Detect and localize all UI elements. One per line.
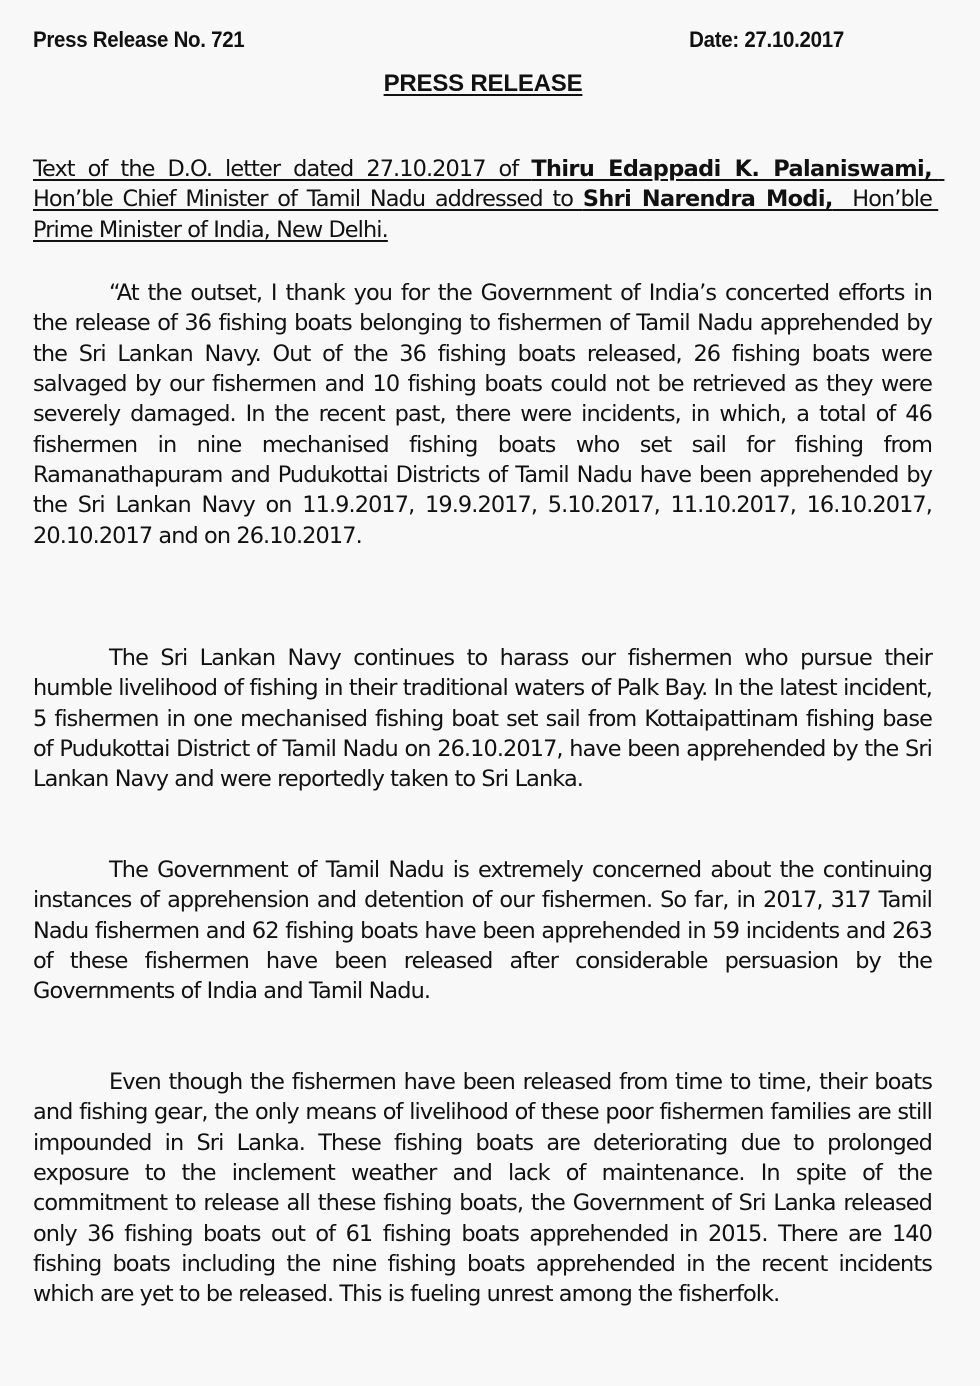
intro-text-3: Hon’ble Prime Minister of India, New Delhi.	[33, 186, 939, 243]
body-paragraph: The Sri Lankan Navy continues to harass our fishermen who pursue their humble livelihood of fishing in their traditional waters of Palk Bay. In the latest incident, 5 fishermen in one mechanised fishing boat set sail from Kottaipattinam fishing base of Pudukottai District of Tamil Nadu on 26.10.2017, have been apprehended by the Sri Lankan Navy and were reportedly taken to Sri Lanka.	[33, 645, 932, 793]
page-title	[0, 70, 966, 98]
body-paragraph: Even though the fishermen have been released from time to time, their boats and fishing gear, the only means of livelihood of these poor fishermen families are still impounded in Sri Lanka. These fishing boats are deteriorating due to prolonged exposure to the inclement weather and lack of maintenance. In spite of the commitment to release all these fishing boats, the Government of Sri Lanka released only 36 fishing boats out of 61 fishing boats apprehended in 2015. There are 140 fishing boats including the nine fishing boats apprehended in the recent incidents which are yet to be released. This is fueling unrest among the fisherfolk.	[33, 1069, 932, 1308]
body-paragraph: “At the outset, I thank you for the Government of India’s concerted efforts in the release of 36 fishing boats belonging to fishermen of Tamil Nadu apprehended by the Sri Lankan Navy. Out of the 36 fishing boats released, 26 fishing boats were salvaged by our fishermen and 10 fishing boats could not be retrieved as they were severely damaged. In the recent past, there were incidents, in which, a total of 46 fishermen in nine mechanised fishing boats who set sail for fishing from Ramanathapuram and Pudukottai Districts of Tamil Nadu have been apprehended by the Sri Lankan Navy on 11.9.2017, 19.9.2017, 5.10.2017, 11.10.2017, 16.10.2017, 20.10.2017 and on 26.10.2017.	[33, 280, 932, 549]
intro-text-2: Hon’ble Chief Minister of Tamil Nadu addressed to	[33, 156, 945, 213]
sender-name: Thiru Edappadi K. Palaniswami,	[531, 156, 932, 182]
release-date: Date: 27.10.2017	[689, 27, 844, 52]
paragraph-1	[33, 278, 932, 551]
paragraph-3	[33, 855, 932, 1007]
intro-text-1: Text of the D.O. letter dated 27.10.2017 of	[33, 156, 532, 182]
paragraph-4	[33, 1067, 932, 1310]
release-number: Press Release No. 721	[33, 27, 245, 52]
intro-paragraph	[33, 154, 945, 245]
page-title-text: PRESS RELEASE	[383, 70, 583, 97]
intro-block	[33, 154, 945, 245]
recipient-name: Shri Narendra Modi,	[582, 186, 833, 213]
press-release-header	[33, 27, 844, 53]
paragraph-2	[33, 643, 932, 795]
body-paragraph: The Government of Tamil Nadu is extremely concerned about the continuing instances of apprehension and detention of our fishermen. So far, in 2017, 317 Tamil Nadu fishermen and 62 fishing boats have been apprehended in 59 incidents and 263 of these fishermen have been released after considerable persuasion by the Governments of India and Tamil Nadu.	[33, 857, 932, 1005]
